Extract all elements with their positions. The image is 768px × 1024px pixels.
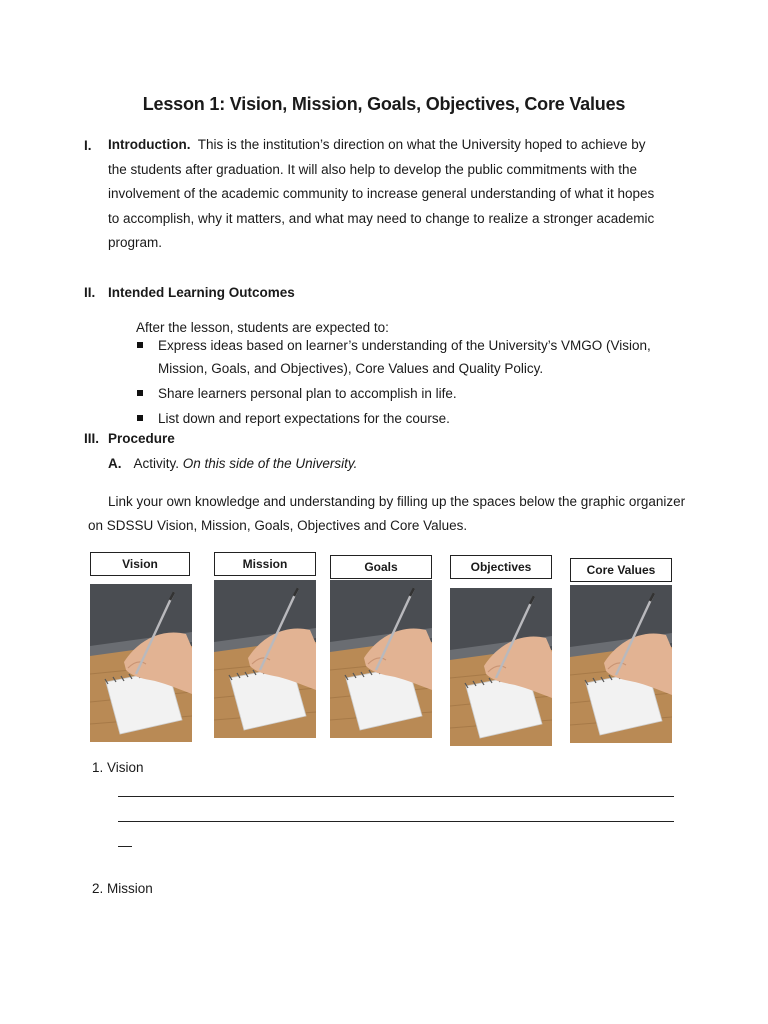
introduction-line-2: the students after graduation. It will also help to develop the public commitments with the <box>108 161 638 177</box>
outcome-text: Express ideas based on learner’s understanding of the University’s VMGO (Vision, Mission, Goals, and Objectives), Core Values and Quality Policy. <box>158 338 651 376</box>
activity-italic: On this side of the University. <box>182 456 358 471</box>
list-item <box>136 382 696 405</box>
list-item <box>136 407 696 430</box>
section-number-introduction: I. <box>84 138 92 153</box>
bullet-square-icon <box>137 390 143 396</box>
introduction-line-3: involvement of the academic community to increase general understanding of what it hopes <box>108 186 655 201</box>
outcome-text: List down and report expectations for the course. <box>158 411 450 426</box>
introduction-paragraph <box>108 133 688 256</box>
lesson-title: Lesson 1: Vision, Mission, Goals, Objectives, Core Values <box>142 94 626 114</box>
section-number-outcomes: II. <box>84 285 96 300</box>
introduction-line-5: program. <box>108 235 163 250</box>
activity-title: Activity. <box>133 456 180 471</box>
writing-photo <box>90 584 192 742</box>
activity-label: A. <box>108 456 122 471</box>
bullet-square-icon <box>137 342 143 348</box>
outcomes-heading: Intended Learning Outcomes <box>108 285 295 300</box>
introduction-line-1 <box>108 133 688 158</box>
writing-photo <box>450 588 552 746</box>
outcome-text: Share learners personal plan to accomplish in life. <box>158 386 457 401</box>
question-label: Vision <box>107 760 144 775</box>
organizer-box-vision: Vision <box>90 552 190 576</box>
outcomes-list <box>136 334 696 432</box>
list-item <box>136 334 696 380</box>
answer-line[interactable] <box>118 846 132 847</box>
organizer-box-goals: Goals <box>330 555 432 579</box>
activity-line <box>108 456 357 471</box>
section-number-procedure: III. <box>84 431 100 446</box>
writing-photo <box>570 585 672 743</box>
writing-photo <box>214 580 316 738</box>
introduction-text-1: This is the institution’s direction on what the University hoped to achieve by <box>197 137 646 152</box>
introduction-line-4: to accomplish, why it matters, and what may need to change to realize a stronger academic <box>108 210 655 226</box>
introduction-heading: Introduction. <box>108 137 191 152</box>
organizer-box-core-values: Core Values <box>570 558 672 582</box>
outcomes-lead: After the lesson, students are expected to: <box>136 320 389 335</box>
question-vision <box>92 760 144 775</box>
question-label: Mission <box>107 881 153 896</box>
answer-line[interactable] <box>118 796 674 797</box>
question-mission <box>92 881 153 896</box>
writing-photo <box>330 580 432 738</box>
question-number: 1. <box>92 760 104 775</box>
procedure-heading: Procedure <box>108 431 175 446</box>
question-number: 2. <box>92 881 104 896</box>
instructions-paragraph: Link your own knowledge and understanding by filling up the spaces below the graphic organizer on SDSSU Vision, Mission, Goals, Objectives and Core Values. <box>88 494 686 533</box>
bullet-square-icon <box>137 415 143 421</box>
organizer-box-objectives: Objectives <box>450 555 552 579</box>
answer-line[interactable] <box>118 821 674 822</box>
organizer-box-mission: Mission <box>214 552 316 576</box>
